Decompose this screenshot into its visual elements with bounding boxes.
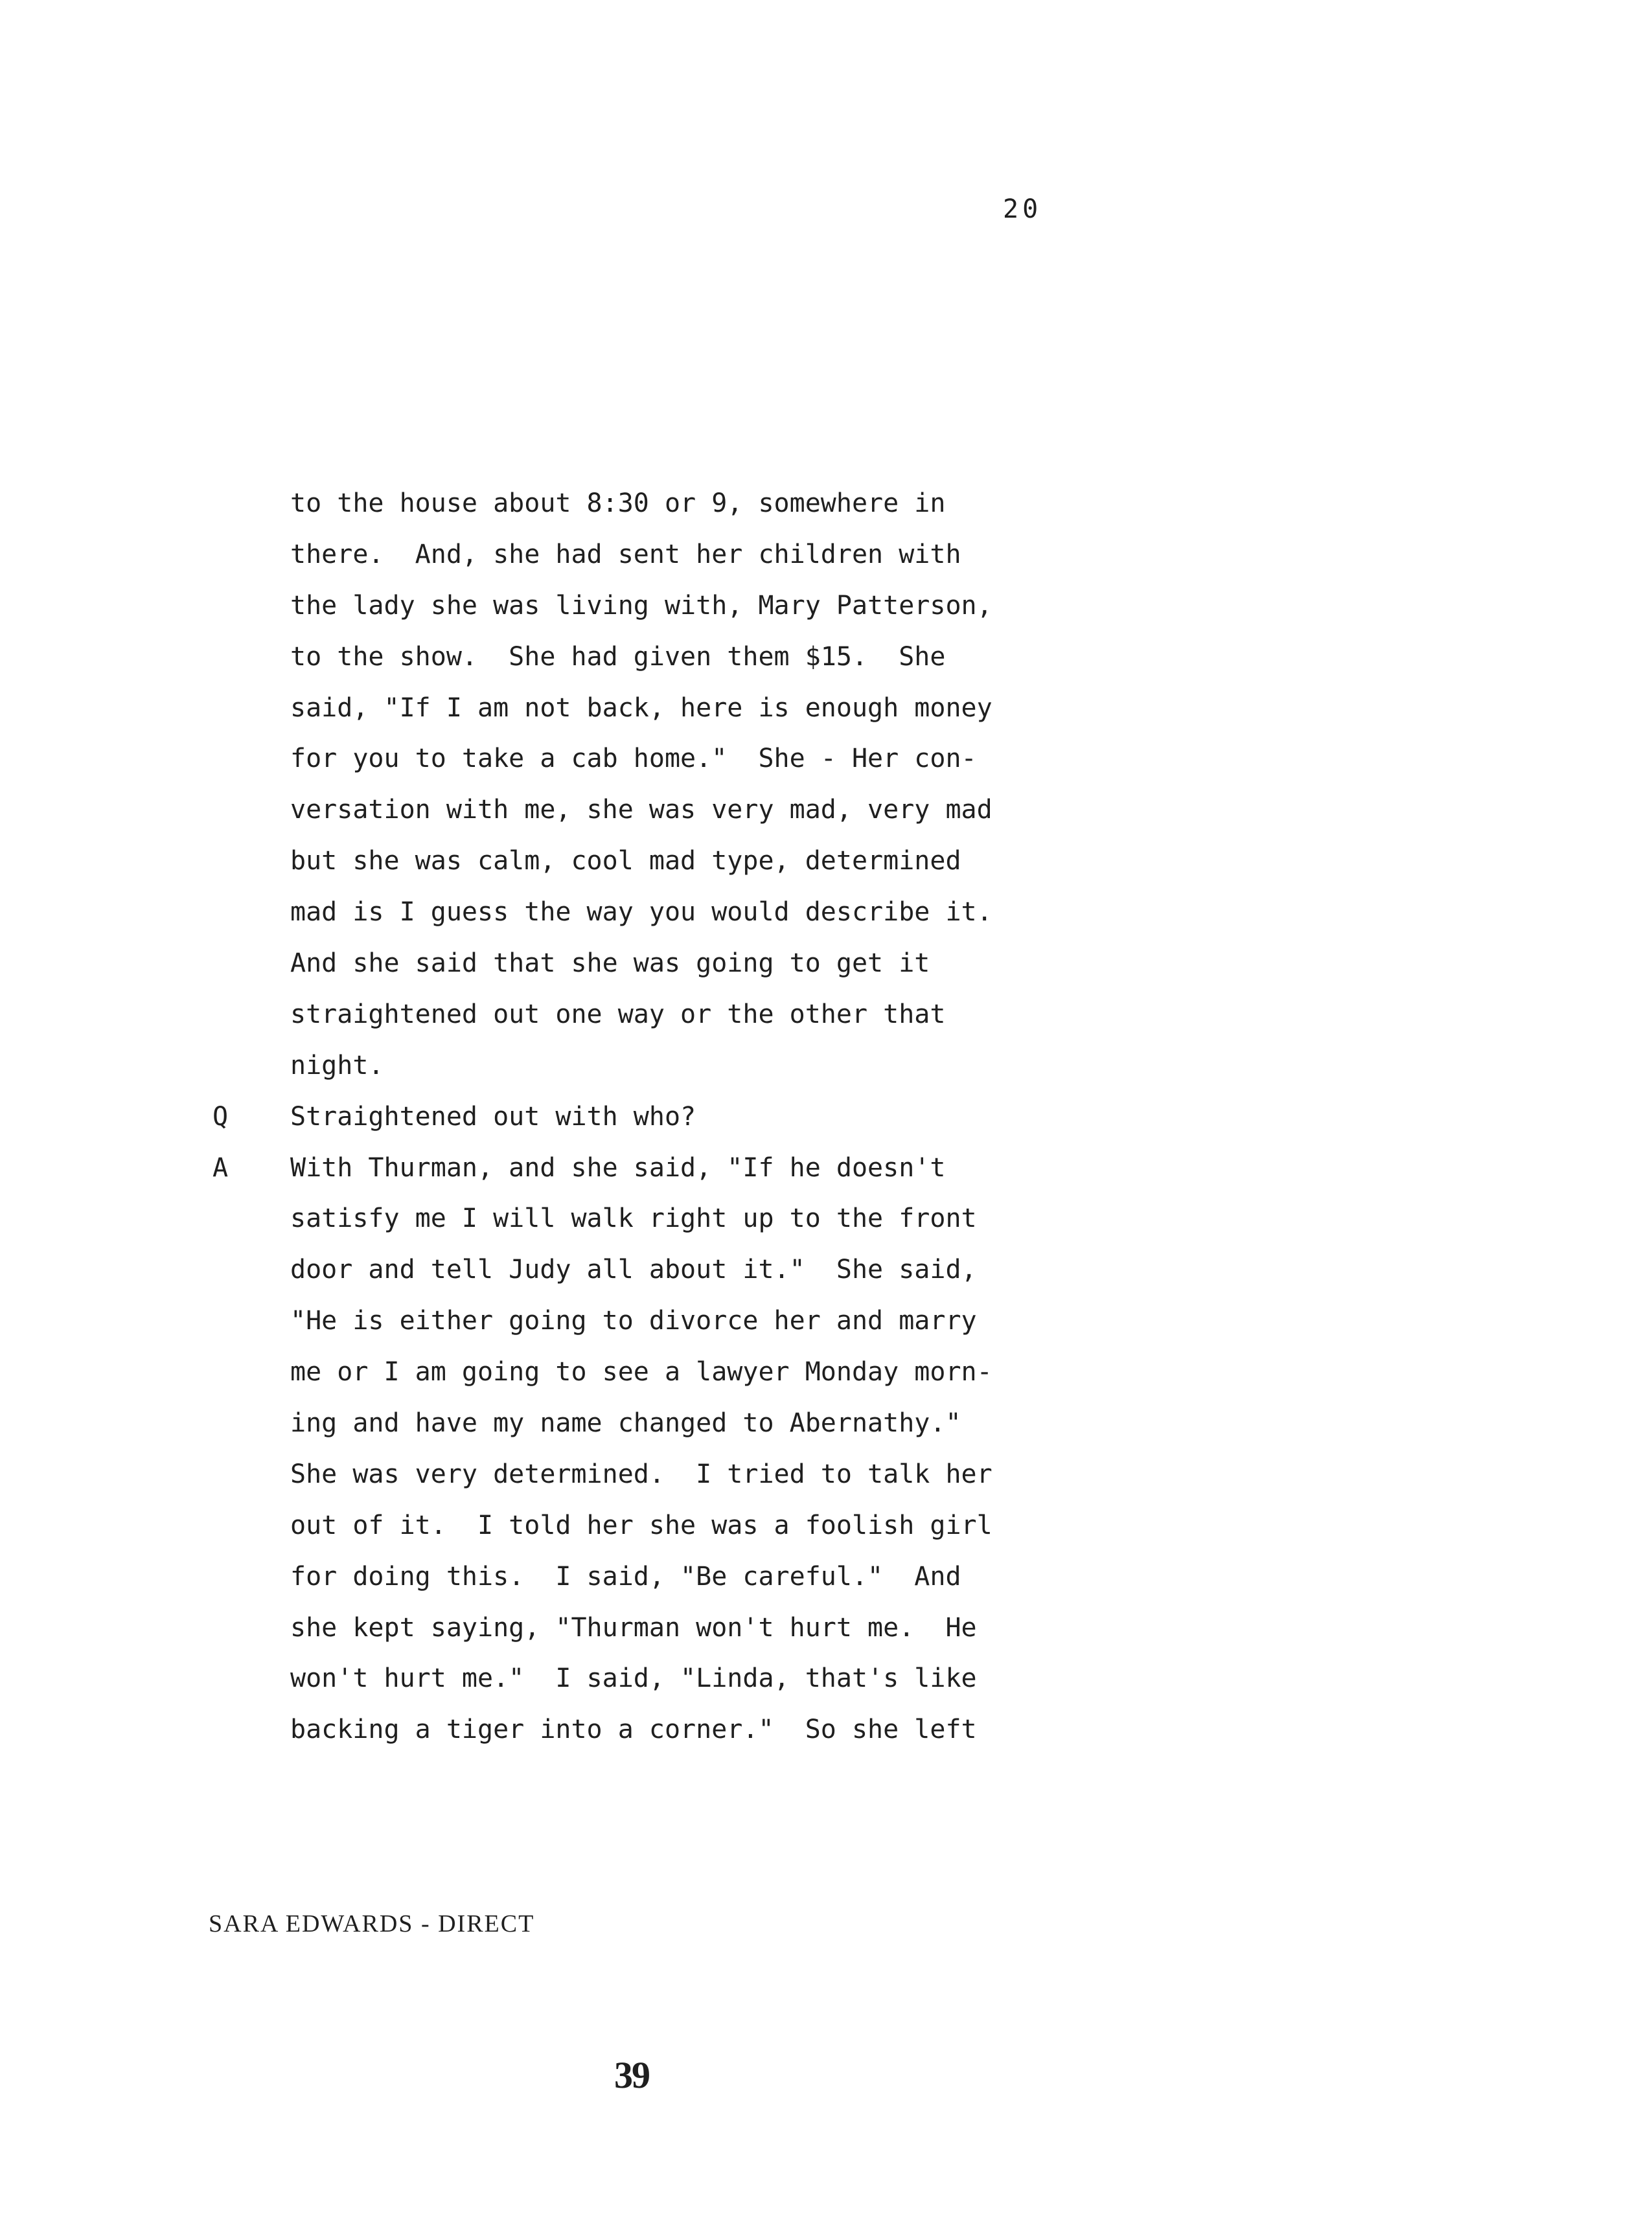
line-text: straightened out one way or the other that	[290, 999, 946, 1029]
transcript-line-answer	[0, 1143, 1652, 1194]
line-text: for you to take a cab home." She - Her con-	[290, 744, 977, 774]
transcript-line	[0, 1244, 1652, 1296]
line-text: backing a tiger into a corner." So she left	[290, 1715, 977, 1745]
line-text: the lady she was living with, Mary Patterson,	[290, 590, 992, 621]
line-text: to the show. She had given them $15. She	[290, 641, 946, 672]
line-text: to the house about 8:30 or 9, somewhere in	[290, 488, 946, 518]
line-text: night.	[290, 1050, 384, 1080]
transcript-line	[0, 1193, 1652, 1244]
transcript-line	[0, 683, 1652, 734]
transcript-line	[0, 1500, 1652, 1551]
line-text: for doing this. I said, "Be careful." And	[290, 1561, 961, 1592]
line-text: satisfy me I will walk right up to the front	[290, 1204, 977, 1234]
transcript-line	[0, 1449, 1652, 1500]
transcript-line	[0, 1653, 1652, 1704]
transcript-line	[0, 478, 1652, 529]
transcript-line	[0, 733, 1652, 784]
transcript-line	[0, 784, 1652, 836]
transcript-line	[0, 1347, 1652, 1398]
transcript-line	[0, 1040, 1652, 1091]
transcript-line	[0, 1603, 1652, 1654]
transcript-line	[0, 1551, 1652, 1603]
transcript-body	[0, 478, 1652, 1755]
line-text: "He is either going to divorce her and marry	[290, 1306, 977, 1336]
line-text: She was very determined. I tried to talk her	[290, 1459, 992, 1489]
line-text: versation with me, she was very mad, very mad	[290, 795, 992, 825]
transcript-line	[0, 989, 1652, 1040]
line-text: won't hurt me." I said, "Linda, that's like	[290, 1663, 977, 1694]
transcript-line	[0, 1704, 1652, 1755]
line-text: And she said that she was going to get it	[290, 948, 930, 979]
line-text: out of it. I told her she was a foolish girl	[290, 1510, 992, 1540]
transcript-line	[0, 580, 1652, 632]
transcript-line	[0, 836, 1652, 887]
question-marker: Q	[212, 1101, 229, 1132]
bates-stamp-number: 39	[614, 2054, 649, 2096]
transcript-line	[0, 887, 1652, 938]
line-text: me or I am going to see a lawyer Monday morn-	[290, 1357, 992, 1388]
line-text: ing and have my name changed to Abernathy."	[290, 1408, 961, 1439]
transcript-line	[0, 529, 1652, 580]
line-text: there. And, she had sent her children with	[290, 539, 961, 569]
transcript-line	[0, 938, 1652, 989]
transcript-line	[0, 1398, 1652, 1449]
line-text: With Thurman, and she said, "If he doesn't	[290, 1152, 946, 1183]
line-text: said, "If I am not back, here is enough money	[290, 692, 992, 723]
answer-marker: A	[212, 1152, 229, 1183]
witness-examination-label: SARA EDWARDS - DIRECT	[209, 1910, 535, 1937]
line-text: she kept saying, "Thurman won't hurt me. He	[290, 1612, 977, 1643]
line-text: door and tell Judy all about it." She said,	[290, 1255, 977, 1285]
transcript-line	[0, 1296, 1652, 1347]
page-number: 20	[1003, 194, 1042, 224]
line-text: Straightened out with who?	[290, 1101, 696, 1132]
line-text: mad is I guess the way you would describe it.	[290, 897, 992, 928]
transcript-line	[0, 632, 1652, 683]
transcript-line-question	[0, 1091, 1652, 1143]
line-text: but she was calm, cool mad type, determined	[290, 846, 961, 876]
